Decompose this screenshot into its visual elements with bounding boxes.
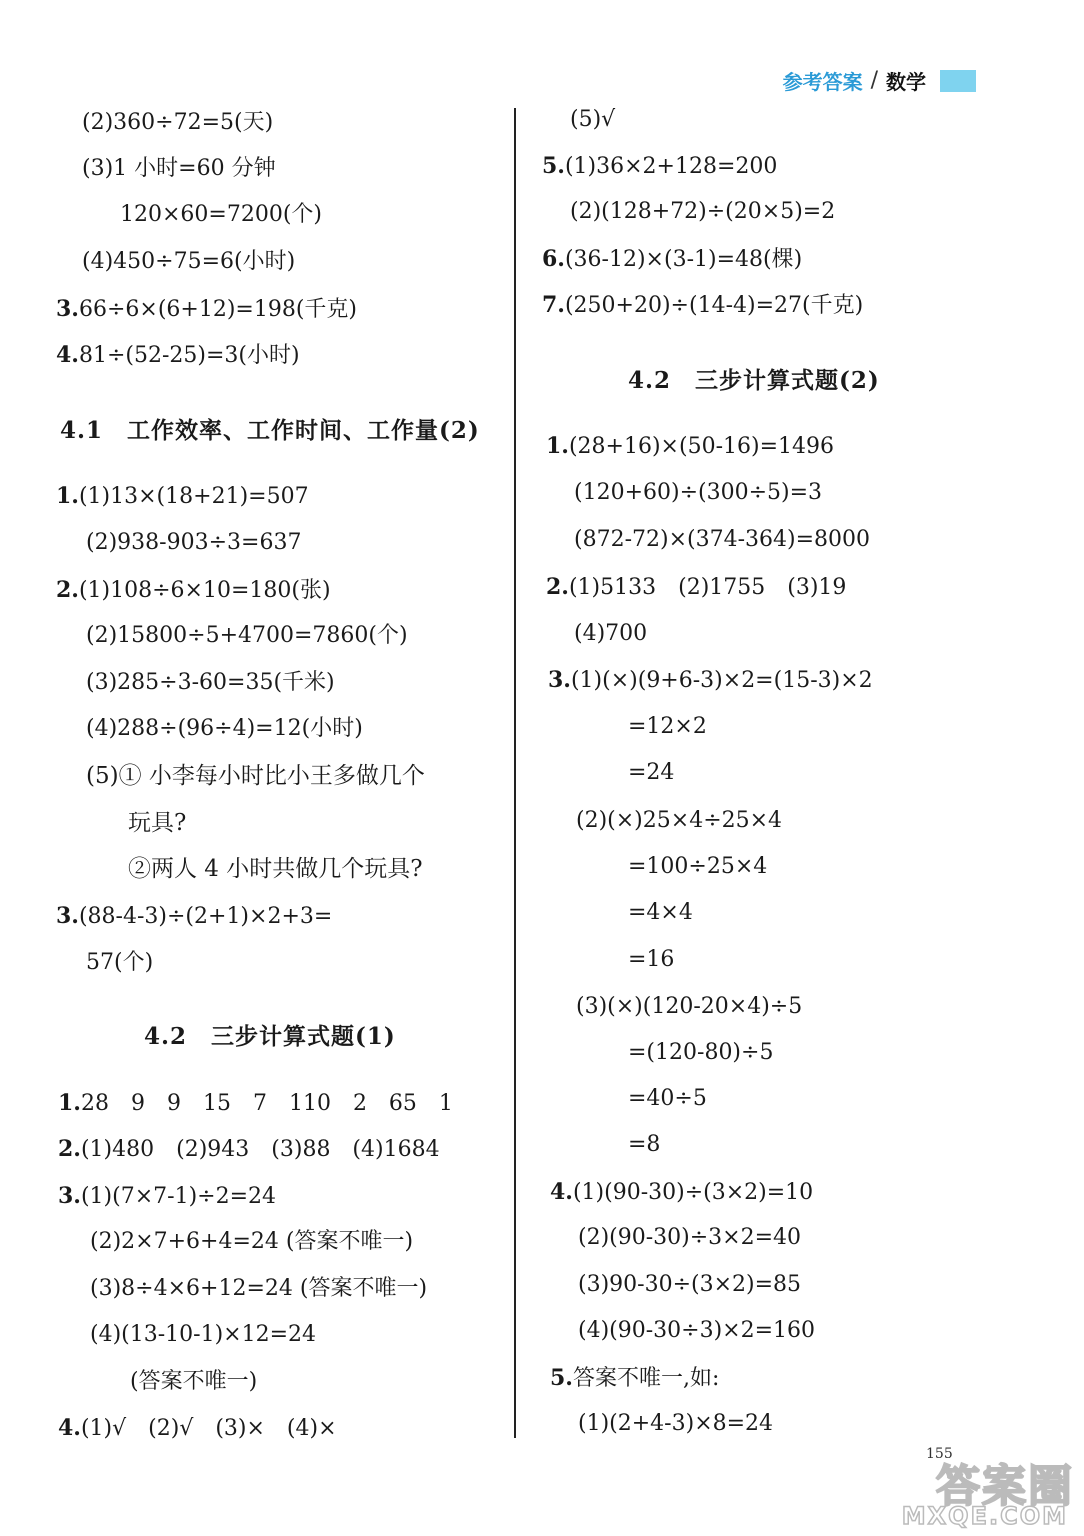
answer-text: (28+16)×(50-16)=1496 [568,434,834,459]
watermark-logo [889,1450,1074,1530]
answer-line: (2)(90-30)÷3×2=40 [578,1225,802,1250]
item-number: 5. [550,1365,573,1391]
answer-text: (250+20)÷(14-4)=27(千克) [564,293,864,318]
item-number: 3. [548,667,571,693]
answer-text: (36-12)×(3-1)=48(棵) [564,247,803,272]
item-number: 1. [56,483,79,509]
answer-line: 57(个) [86,950,154,975]
answer-line: (2)15800÷5+4700=7860(个) [86,623,408,648]
answer-text: 66÷6×(6+12)=198(千克) [78,297,358,322]
answer-text: (88-4-3)÷(2+1)×2+3= [78,904,333,929]
answer-line: (2)(128+72)÷(20×5)=2 [570,199,836,224]
answer-line: (3)285÷3-60=35(千米) [86,670,335,695]
answer-line: (1)(2+4-3)×8=24 [578,1411,774,1436]
answer-item [548,665,873,696]
answer-item [58,1088,453,1119]
answer-item [546,431,834,462]
answer-item [56,481,309,512]
header-reference: 参考答案 [782,70,863,94]
answer-text: (1)36×2+128=200 [564,154,778,179]
answer-line: =24 [628,760,675,785]
item-number: 7. [542,292,565,318]
answer-item [58,1181,276,1212]
answer-line: =8 [628,1132,661,1157]
answer-line: (872-72)×(374-364)=8000 [574,527,871,552]
answer-line: =40÷5 [628,1086,707,1111]
answer-line: (3)8÷4×6+12=24 (答案不唯一) [90,1276,428,1301]
answer-line: (2)360÷72=5(天) [82,110,274,135]
answer-line: (3)(×)(120-20×4)÷5 [576,994,803,1019]
answer-line: =100÷25×4 [628,854,768,879]
answer-line: (2)(×)25×4÷25×4 [576,808,783,833]
item-number: 1. [58,1090,81,1116]
item-number: 2. [56,577,79,603]
answer-line: =(120-80)÷5 [628,1040,774,1065]
answer-line: (4)(13-10-1)×12=24 [90,1322,317,1347]
answer-text: (1)√ (2)√ (3)× (4)× [80,1416,337,1441]
item-number: 2. [546,574,569,600]
answer-line: (5)① 小李每小时比小王多做几个 [86,763,425,789]
answer-item [550,1177,813,1208]
answer-text: (1)(×)(9+6-3)×2=(15-3)×2 [570,668,873,693]
answer-text: (1)108÷6×10=180(张) [78,578,331,603]
answer-line: (5)√ [570,107,616,132]
answer-line: (3)90-30÷(3×2)=85 [578,1272,802,1297]
answer-item [56,575,331,606]
answer-line: 120×60=7200(个) [120,202,323,227]
column-divider [514,108,516,1438]
answer-line: (答案不唯一) [130,1369,258,1394]
watermark-url: MXQE.COM [901,1502,1068,1530]
answer-line: (120+60)÷(300÷5)=3 [574,480,823,505]
answer-line: (4)450÷75=6(小时) [82,249,296,274]
answer-item [550,1363,719,1394]
header-subject: 数学 [886,70,926,94]
answer-text: (1)5133 (2)1755 (3)19 [568,575,847,600]
answer-line: =12×2 [628,714,707,739]
section-heading: 4.2 三步计算式题(2) [628,367,880,394]
answer-line: (4)(90-30÷3)×2=160 [578,1318,816,1343]
answer-line: ②两人 4 小时共做几个玩具? [128,856,423,882]
answer-item [58,1413,337,1444]
answer-item [542,244,802,275]
section-heading: 4.2 三步计算式题(1) [144,1023,396,1050]
item-number: 2. [58,1136,81,1162]
answer-text: (1)(7×7-1)÷2=24 [80,1184,277,1209]
answer-text: 81÷(52-25)=3(小时) [78,343,300,368]
item-number: 3. [56,903,79,929]
item-number: 3. [56,296,79,322]
page-number: 155 [926,1446,953,1462]
header-color-bar [940,70,976,92]
answer-item [58,1134,440,1165]
answer-line: (4)700 [574,621,648,646]
item-number: 5. [542,153,565,179]
answer-line: =4×4 [628,900,693,925]
answer-line: (2)938-903÷3=637 [86,530,302,555]
answer-item [542,151,777,182]
answer-line: (4)288÷(96÷4)=12(小时) [86,716,363,741]
answer-line: (2)2×7+6+4=24 (答案不唯一) [90,1229,414,1254]
item-number: 3. [58,1183,81,1209]
answer-item [56,340,300,371]
answer-item [56,901,332,932]
answer-line: 玩具? [128,810,187,836]
item-number: 6. [542,246,565,272]
answer-text: (1)480 (2)943 (3)88 (4)1684 [80,1137,440,1162]
answer-item [542,290,863,321]
page-header [783,66,976,95]
answer-text: 28 9 9 15 7 110 2 65 1 [80,1091,453,1116]
answer-text: (1)13×(18+21)=507 [78,484,309,509]
header-slash: / [870,68,878,93]
answer-item [546,572,846,603]
item-number: 4. [56,342,79,368]
answer-line: =16 [628,947,675,972]
answer-text: (1)(90-30)÷(3×2)=10 [572,1180,814,1205]
section-heading: 4.1 工作效率、工作时间、工作量(2) [60,417,480,444]
item-number: 4. [58,1415,81,1441]
answer-line: (3)1 小时=60 分钟 [82,156,276,181]
item-number: 1. [546,433,569,459]
item-number: 4. [550,1179,573,1205]
answer-item [56,294,357,325]
watermark-text: 答案圈 [936,1461,1074,1512]
answer-text: 答案不唯一,如: [572,1366,720,1391]
